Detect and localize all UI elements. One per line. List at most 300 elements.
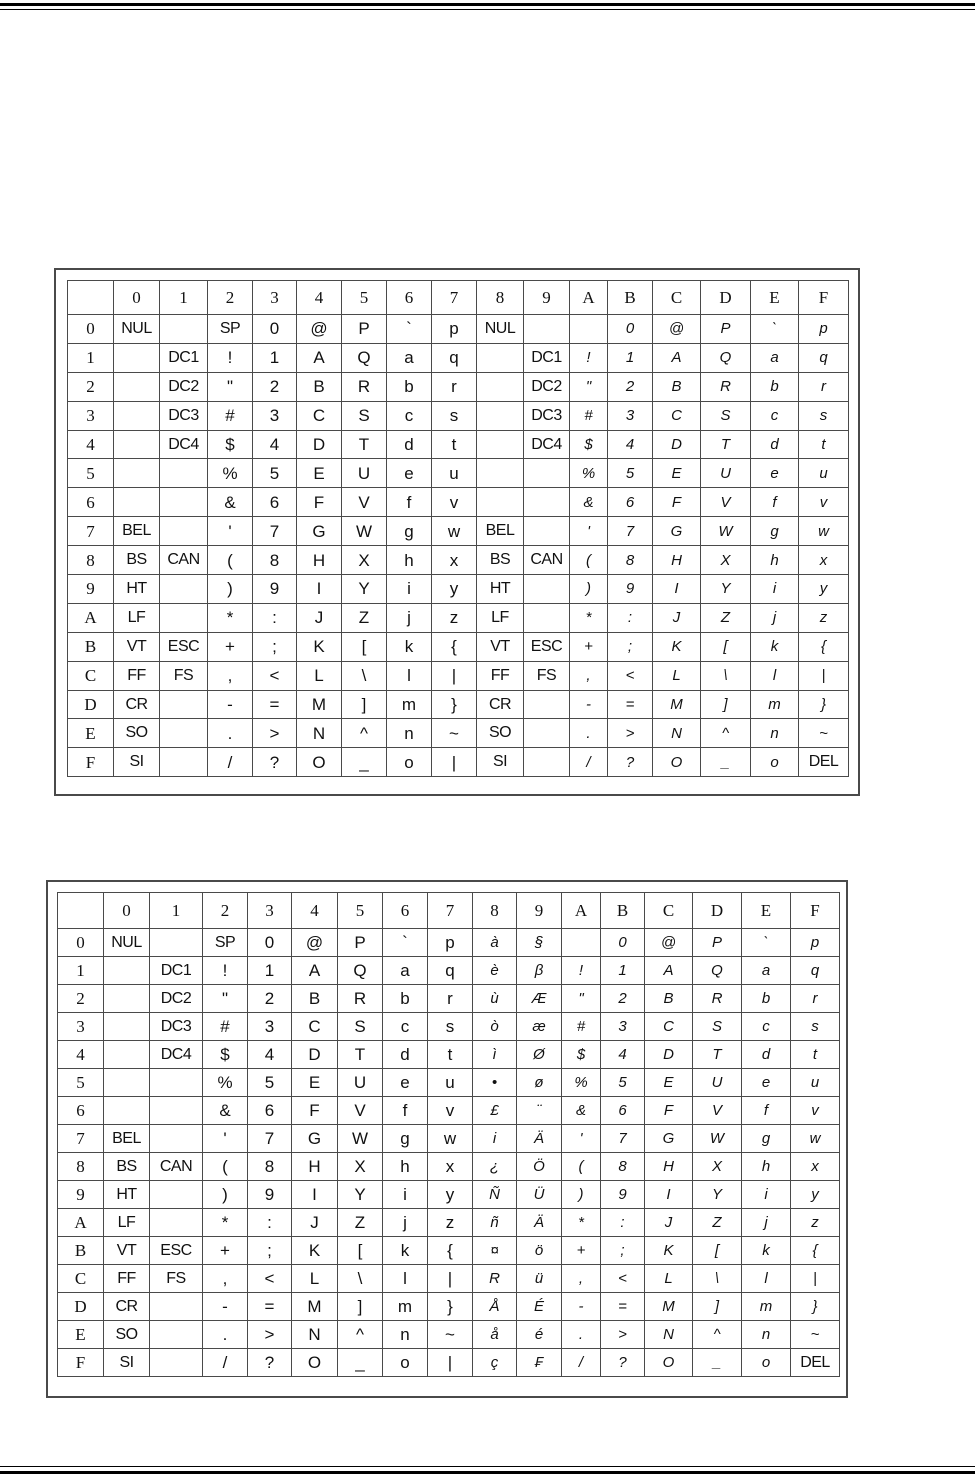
row-header: 7 [58, 1125, 104, 1153]
char-cell: DC1 [150, 957, 203, 985]
row-header: 9 [58, 1181, 104, 1209]
charset-table-1 [67, 280, 849, 777]
char-cell: É [517, 1293, 562, 1321]
char-cell: . [208, 719, 253, 748]
char-cell: i [751, 575, 799, 604]
char-cell: L [297, 661, 342, 690]
char-cell: N [645, 1321, 693, 1349]
char-cell: F [297, 488, 342, 517]
char-cell: u [428, 1069, 473, 1097]
char-cell: 7 [601, 1125, 645, 1153]
char-cell: } [799, 690, 849, 719]
char-cell: N [297, 719, 342, 748]
char-cell: L [645, 1265, 693, 1293]
char-cell: o [383, 1349, 428, 1377]
char-cell: o [387, 748, 432, 777]
char-cell: CR [477, 690, 524, 719]
char-cell: ! [562, 957, 601, 985]
char-cell: Q [342, 343, 387, 372]
char-cell: E [297, 459, 342, 488]
char-cell: p [428, 929, 473, 957]
char-cell: U [693, 1069, 742, 1097]
char-cell: 4 [601, 1041, 645, 1069]
char-cell: LF [104, 1209, 150, 1237]
char-cell: 5 [253, 459, 297, 488]
char-cell [477, 372, 524, 401]
char-cell: $ [570, 430, 608, 459]
char-cell: F [292, 1097, 338, 1125]
column-header: A [570, 281, 608, 315]
table-row [58, 929, 840, 957]
char-cell: Q [693, 957, 742, 985]
char-cell: ? [253, 748, 297, 777]
char-cell: ^ [693, 1321, 742, 1349]
char-cell: DC4 [160, 430, 208, 459]
char-cell: f [383, 1097, 428, 1125]
char-cell: ; [248, 1237, 292, 1265]
char-cell: y [428, 1181, 473, 1209]
char-cell: w [432, 517, 477, 546]
char-cell: P [701, 315, 751, 344]
char-cell: C [292, 1013, 338, 1041]
char-cell: < [248, 1265, 292, 1293]
char-cell: y [799, 575, 849, 604]
char-cell: f [751, 488, 799, 517]
char-cell: ^ [338, 1321, 383, 1349]
row-header: 1 [58, 957, 104, 985]
char-cell: SI [104, 1349, 150, 1377]
char-cell: J [297, 603, 342, 632]
char-cell: x [432, 546, 477, 575]
char-cell: # [203, 1013, 248, 1041]
char-cell: DC2 [524, 372, 570, 401]
char-cell: è [473, 957, 517, 985]
char-cell: DC2 [150, 985, 203, 1013]
char-cell: S [338, 1013, 383, 1041]
column-header: 8 [473, 893, 517, 929]
char-cell [104, 957, 150, 985]
char-cell: s [432, 401, 477, 430]
char-cell [524, 748, 570, 777]
char-cell [524, 315, 570, 344]
char-cell: DC2 [160, 372, 208, 401]
char-cell: 5 [248, 1069, 292, 1097]
char-cell: r [799, 372, 849, 401]
row-header: F [68, 748, 114, 777]
char-cell: J [292, 1209, 338, 1237]
char-cell: ñ [473, 1209, 517, 1237]
char-cell [104, 1097, 150, 1125]
column-header: D [701, 281, 751, 315]
char-cell: 4 [248, 1041, 292, 1069]
char-cell [104, 1041, 150, 1069]
char-cell: j [742, 1209, 791, 1237]
char-cell: D [297, 430, 342, 459]
char-cell: = [253, 690, 297, 719]
char-cell [114, 401, 160, 430]
char-cell: J [645, 1209, 693, 1237]
char-cell: CAN [524, 546, 570, 575]
char-cell: DC1 [160, 343, 208, 372]
char-cell: z [432, 603, 477, 632]
char-cell: z [428, 1209, 473, 1237]
char-cell: ; [601, 1237, 645, 1265]
char-cell: _ [693, 1349, 742, 1377]
char-cell: { [799, 632, 849, 661]
char-cell: F [645, 1097, 693, 1125]
char-cell: 1 [253, 343, 297, 372]
char-cell: , [570, 661, 608, 690]
char-cell: ESC [160, 632, 208, 661]
char-cell: C [653, 401, 701, 430]
char-cell: SP [208, 315, 253, 344]
char-cell: t [799, 430, 849, 459]
char-cell: H [653, 546, 701, 575]
char-cell [104, 985, 150, 1013]
char-cell [150, 1181, 203, 1209]
char-cell: T [701, 430, 751, 459]
column-header: 9 [524, 281, 570, 315]
char-cell: v [428, 1097, 473, 1125]
char-cell: . [570, 719, 608, 748]
char-cell: , [208, 661, 253, 690]
char-cell: m [383, 1293, 428, 1321]
char-cell: g [387, 517, 432, 546]
char-cell: ö [517, 1237, 562, 1265]
char-cell: 8 [248, 1153, 292, 1181]
char-cell: ? [608, 748, 653, 777]
column-header: 7 [428, 893, 473, 929]
char-cell: BEL [114, 517, 160, 546]
char-cell: [ [693, 1237, 742, 1265]
table-row [68, 517, 849, 546]
char-cell: Ö [517, 1153, 562, 1181]
char-cell: w [799, 517, 849, 546]
row-header: D [68, 690, 114, 719]
char-cell: g [751, 517, 799, 546]
char-cell: $ [208, 430, 253, 459]
char-cell: Æ [517, 985, 562, 1013]
char-cell [160, 719, 208, 748]
char-cell: ~ [799, 719, 849, 748]
char-cell: W [693, 1125, 742, 1153]
column-header: E [742, 893, 791, 929]
char-cell: * [570, 603, 608, 632]
char-cell: p [432, 315, 477, 344]
char-cell: @ [297, 315, 342, 344]
char-cell [160, 690, 208, 719]
char-cell: - [570, 690, 608, 719]
char-cell: ¿ [473, 1153, 517, 1181]
char-cell: b [751, 372, 799, 401]
char-cell: Q [701, 343, 751, 372]
char-cell: v [799, 488, 849, 517]
char-cell: z [791, 1209, 840, 1237]
char-cell: y [791, 1181, 840, 1209]
char-cell: R [701, 372, 751, 401]
char-cell: s [799, 401, 849, 430]
char-cell [477, 459, 524, 488]
column-header: 5 [338, 893, 383, 929]
table-row [58, 1041, 840, 1069]
table-row [58, 1321, 840, 1349]
char-cell: & [208, 488, 253, 517]
char-cell: l [383, 1265, 428, 1293]
char-cell: VT [114, 632, 160, 661]
char-cell: CR [114, 690, 160, 719]
char-cell [150, 1349, 203, 1377]
row-header: B [68, 632, 114, 661]
char-cell: K [645, 1237, 693, 1265]
char-cell: DC4 [524, 430, 570, 459]
column-header: 0 [104, 893, 150, 929]
char-cell [524, 575, 570, 604]
row-header: C [58, 1265, 104, 1293]
char-cell: 4 [608, 430, 653, 459]
row-header: B [58, 1237, 104, 1265]
table-row [68, 575, 849, 604]
char-cell: P [338, 929, 383, 957]
char-cell: a [387, 343, 432, 372]
char-cell: : [248, 1209, 292, 1237]
char-cell: M [292, 1293, 338, 1321]
char-cell: Å [473, 1293, 517, 1321]
char-cell: H [292, 1153, 338, 1181]
char-cell: e [742, 1069, 791, 1097]
column-header: 4 [297, 281, 342, 315]
char-cell: [ [701, 632, 751, 661]
char-cell: ç [473, 1349, 517, 1377]
char-cell: L [653, 661, 701, 690]
char-cell: N [292, 1321, 338, 1349]
char-cell: i [387, 575, 432, 604]
char-cell: Z [342, 603, 387, 632]
char-cell: V [342, 488, 387, 517]
char-cell: M [645, 1293, 693, 1321]
column-header: 1 [160, 281, 208, 315]
char-cell: @ [292, 929, 338, 957]
char-cell: 6 [248, 1097, 292, 1125]
column-header: 9 [517, 893, 562, 929]
char-cell: G [292, 1125, 338, 1153]
char-cell: j [383, 1209, 428, 1237]
char-cell: | [799, 661, 849, 690]
char-cell: P [693, 929, 742, 957]
char-cell: SP [203, 929, 248, 957]
char-cell: / [203, 1349, 248, 1377]
char-cell: ^ [701, 719, 751, 748]
char-cell: E [292, 1069, 338, 1097]
char-cell: VT [104, 1237, 150, 1265]
char-cell: w [428, 1125, 473, 1153]
char-cell: c [383, 1013, 428, 1041]
char-cell: ü [517, 1265, 562, 1293]
char-cell: W [342, 517, 387, 546]
char-cell: å [473, 1321, 517, 1349]
char-cell: + [562, 1237, 601, 1265]
char-cell: ] [693, 1293, 742, 1321]
char-cell [160, 575, 208, 604]
char-cell: r [791, 985, 840, 1013]
row-header: 6 [68, 488, 114, 517]
char-cell: NUL [114, 315, 160, 344]
row-header: 8 [58, 1153, 104, 1181]
row-header: F [58, 1349, 104, 1377]
column-header: 2 [208, 281, 253, 315]
row-header: 1 [68, 343, 114, 372]
row-header: 0 [68, 315, 114, 344]
char-cell: n [383, 1321, 428, 1349]
char-cell: ! [208, 343, 253, 372]
char-cell: a [742, 957, 791, 985]
char-cell: E [645, 1069, 693, 1097]
char-cell: é [517, 1321, 562, 1349]
column-header: 5 [342, 281, 387, 315]
table-row [58, 1293, 840, 1321]
char-cell: 8 [253, 546, 297, 575]
char-cell: 9 [253, 575, 297, 604]
table-row [58, 1125, 840, 1153]
char-cell: & [203, 1097, 248, 1125]
char-cell: l [387, 661, 432, 690]
char-cell: r [432, 372, 477, 401]
table-row [68, 430, 849, 459]
char-cell: r [428, 985, 473, 1013]
row-header: A [58, 1209, 104, 1237]
charset-table-2 [57, 892, 840, 1377]
char-cell: . [203, 1321, 248, 1349]
char-cell: l [742, 1265, 791, 1293]
table-row [58, 1265, 840, 1293]
char-cell: $ [203, 1041, 248, 1069]
char-cell: ~ [791, 1321, 840, 1349]
char-cell: J [653, 603, 701, 632]
table-row [68, 690, 849, 719]
char-cell: A [292, 957, 338, 985]
char-cell: S [342, 401, 387, 430]
char-cell: BEL [477, 517, 524, 546]
char-cell [562, 929, 601, 957]
char-cell: 4 [253, 430, 297, 459]
char-cell: | [428, 1349, 473, 1377]
char-cell: a [383, 957, 428, 985]
char-cell: " [570, 372, 608, 401]
char-cell: _ [342, 748, 387, 777]
char-cell: j [751, 603, 799, 632]
char-cell: # [562, 1013, 601, 1041]
char-cell: - [562, 1293, 601, 1321]
char-cell: £ [473, 1097, 517, 1125]
char-cell: SO [114, 719, 160, 748]
char-cell: BS [104, 1153, 150, 1181]
char-cell: } [428, 1293, 473, 1321]
char-cell: . [562, 1321, 601, 1349]
char-cell: Y [701, 575, 751, 604]
char-cell: K [292, 1237, 338, 1265]
char-cell: # [208, 401, 253, 430]
char-cell [150, 1293, 203, 1321]
char-cell: ; [608, 632, 653, 661]
row-header: D [58, 1293, 104, 1321]
char-cell: < [608, 661, 653, 690]
char-cell [570, 315, 608, 344]
char-cell: NUL [104, 929, 150, 957]
char-cell: n [751, 719, 799, 748]
row-header: E [68, 719, 114, 748]
char-cell: 1 [601, 957, 645, 985]
char-cell: = [608, 690, 653, 719]
char-cell: ù [473, 985, 517, 1013]
char-cell [150, 929, 203, 957]
char-cell: VT [477, 632, 524, 661]
char-cell: k [383, 1237, 428, 1265]
char-cell: S [693, 1013, 742, 1041]
char-cell: \ [342, 661, 387, 690]
table-row [68, 372, 849, 401]
char-cell: ¨ [517, 1097, 562, 1125]
char-cell: W [338, 1125, 383, 1153]
char-cell: e [751, 459, 799, 488]
char-cell [524, 690, 570, 719]
char-cell: | [432, 661, 477, 690]
char-cell [150, 1125, 203, 1153]
char-cell: 9 [608, 575, 653, 604]
table-row [58, 1013, 840, 1041]
char-cell [160, 748, 208, 777]
char-cell: i [473, 1125, 517, 1153]
char-cell: m [751, 690, 799, 719]
char-cell: = [601, 1293, 645, 1321]
char-cell: v [791, 1097, 840, 1125]
char-cell: Ñ [473, 1181, 517, 1209]
char-cell: 2 [248, 985, 292, 1013]
char-cell: U [701, 459, 751, 488]
column-header: C [645, 893, 693, 929]
char-cell [524, 488, 570, 517]
char-cell: \ [338, 1265, 383, 1293]
char-cell: _ [338, 1349, 383, 1377]
char-cell: CAN [150, 1153, 203, 1181]
char-cell [160, 488, 208, 517]
char-cell: s [428, 1013, 473, 1041]
char-cell: : [608, 603, 653, 632]
char-cell: < [253, 661, 297, 690]
char-cell: / [562, 1349, 601, 1377]
char-cell: % [208, 459, 253, 488]
char-cell: R [473, 1265, 517, 1293]
char-cell: Y [338, 1181, 383, 1209]
table-row [68, 603, 849, 632]
char-cell: ] [342, 690, 387, 719]
char-cell [160, 517, 208, 546]
char-cell: 3 [248, 1013, 292, 1041]
char-cell: * [208, 603, 253, 632]
char-cell: W [701, 517, 751, 546]
char-cell: Z [701, 603, 751, 632]
char-cell: + [203, 1237, 248, 1265]
table-row [58, 1209, 840, 1237]
char-cell: | [791, 1265, 840, 1293]
table-row [58, 957, 840, 985]
char-cell [114, 488, 160, 517]
row-header: E [58, 1321, 104, 1349]
char-cell [160, 603, 208, 632]
table-row [58, 1097, 840, 1125]
char-cell: ' [203, 1125, 248, 1153]
char-cell: x [428, 1153, 473, 1181]
char-cell: { [791, 1237, 840, 1265]
char-cell: 9 [248, 1181, 292, 1209]
